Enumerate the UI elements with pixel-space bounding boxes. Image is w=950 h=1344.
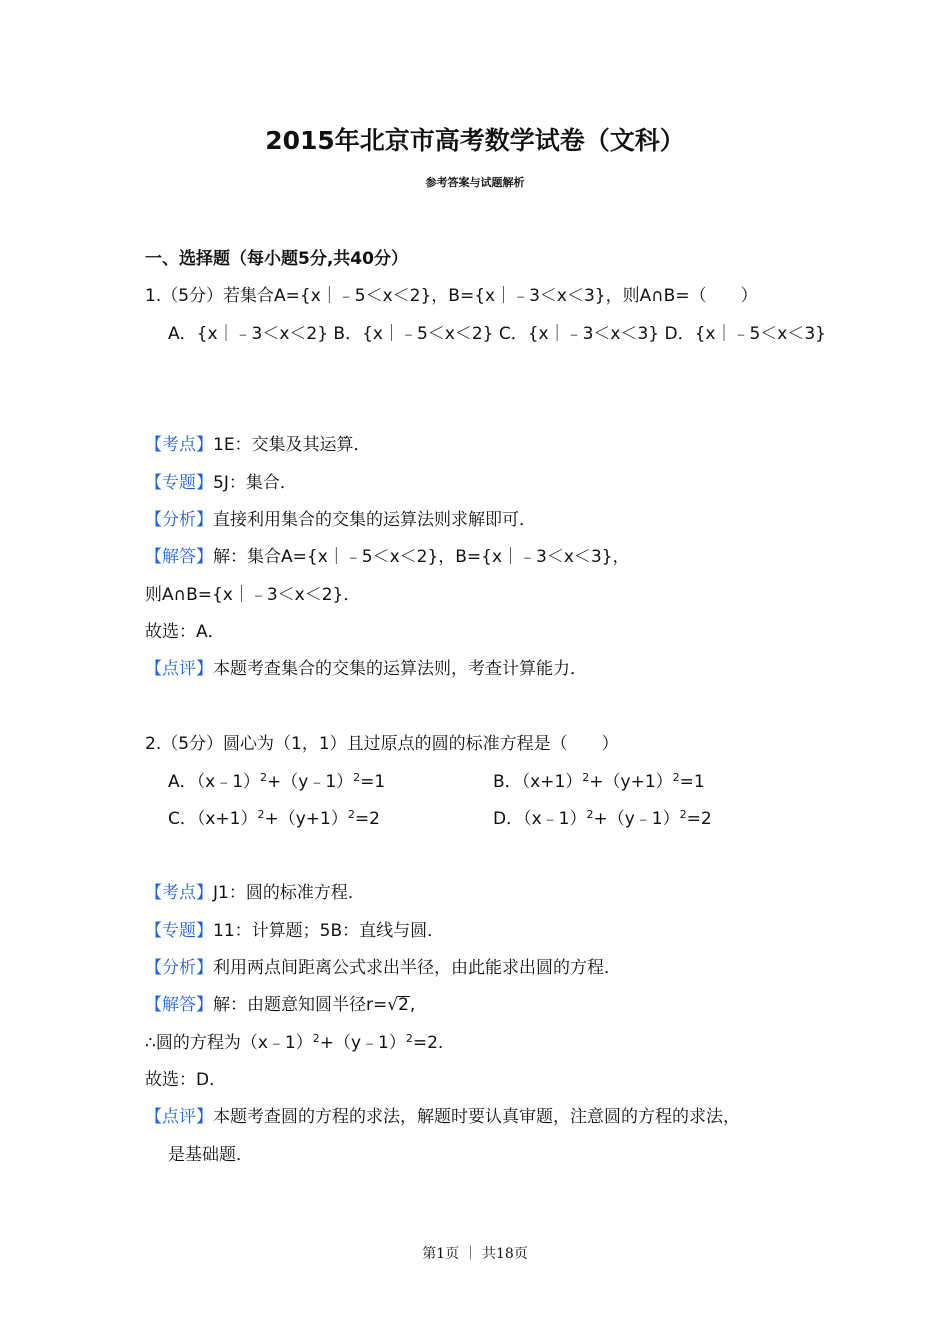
q1-topic	[145, 473, 297, 493]
q1-dp-tag: 【点评】	[145, 659, 213, 679]
q2-d-end: =2	[686, 809, 712, 829]
q2-dp-text: 本题考查圆的方程的求法，解题时要认真审题，注意圆的方程的求法，	[213, 1107, 740, 1127]
q2-option-b	[493, 772, 705, 794]
q2-zt-tag: 【专题】	[145, 921, 213, 941]
q2-c-mid: +（y+1）	[264, 809, 348, 829]
page-subtitle: 参考答案与试题解析	[425, 176, 525, 189]
q2-answer: 故选：D．	[145, 1070, 227, 1090]
q1-dp-text: 本题考查集合的交集的运算法则，考查计算能力．	[213, 659, 587, 679]
q2-fx-tag: 【分析】	[145, 958, 213, 978]
q2-jd-tag: 【解答】	[145, 995, 213, 1015]
q2-eq-exp2: 2	[405, 1032, 413, 1045]
q2-d-pre: D．（x﹣1）	[493, 809, 587, 829]
question-2-stem: 2.（5分）圆心为（1，1）且过原点的圆的标准方程是（ ）	[145, 734, 619, 754]
q1-kd-tag: 【考点】	[145, 435, 213, 455]
q1-analysis	[145, 510, 536, 530]
q2-jd-text: 解：由题意知圆半径r=	[213, 995, 388, 1015]
q2-kd-tag: 【考点】	[145, 883, 213, 903]
q1-solution	[145, 547, 630, 567]
q1-zt-text: 5J：集合．	[213, 473, 297, 493]
q2-jd-post: ,	[409, 995, 416, 1015]
q2-d-exp2: 2	[679, 808, 687, 821]
sqrt-symbol: √	[387, 995, 399, 1015]
q2-fx-text: 利用两点间距离公式求出半径，由此能求出圆的方程．	[213, 958, 621, 978]
q2-circle-equation	[145, 1033, 443, 1055]
page-footer: 第1页 ｜ 共18页	[422, 1246, 528, 1262]
q2-eq-end: =2.	[412, 1033, 444, 1053]
q2-comment	[145, 1107, 740, 1127]
q1-zt-tag: 【专题】	[145, 473, 213, 493]
q2-eq-exp1: 2	[312, 1032, 320, 1045]
q2-a-exp2: 2	[353, 771, 361, 784]
q1-fx-text: 直接利用集合的交集的运算法则求解即可．	[213, 510, 536, 530]
q1-fx-tag: 【分析】	[145, 510, 213, 530]
q2-b-end: =1	[679, 772, 705, 792]
q2-c-exp1: 2	[257, 808, 265, 821]
q1-comment	[145, 659, 587, 679]
q2-a-mid: +（y﹣1）	[267, 772, 354, 792]
q2-eq-mid: +（y﹣1）	[319, 1033, 406, 1053]
q2-topic	[145, 921, 444, 941]
q2-c-exp2: 2	[347, 808, 355, 821]
q2-c-end: =2	[354, 809, 380, 829]
q2-c-pre: C．（x+1）	[168, 809, 258, 829]
q2-a-pre: A．（x﹣1）	[168, 772, 261, 792]
q2-b-exp2: 2	[672, 771, 680, 784]
q1-jd-tag: 【解答】	[145, 547, 213, 567]
q2-d-mid: +（y﹣1）	[593, 809, 680, 829]
sqrt-radicand: 2	[398, 995, 409, 1015]
q1-answer: 故选：A．	[145, 622, 225, 642]
q2-dp-tag: 【点评】	[145, 1107, 213, 1127]
q1-kd-text: 1E：交集及其运算．	[213, 435, 371, 455]
q2-b-mid: +（y+1）	[589, 772, 673, 792]
q2-analysis	[145, 958, 621, 978]
q2-solution	[145, 995, 415, 1015]
q2-knowledge-point	[145, 883, 365, 903]
page-title: 2015年北京市高考数学试卷（文科）	[265, 126, 685, 155]
q2-b-pre: B．（x+1）	[493, 772, 583, 792]
q2-kd-text: J1：圆的标准方程．	[213, 883, 365, 903]
question-1-stem: 1.（5分）若集合A={x｜﹣5＜x＜2}，B={x｜﹣3＜x＜3}，则A∩B=（ ）	[145, 286, 758, 306]
q1-jd-text: 解：集合A={x｜﹣5＜x＜2}，B={x｜﹣3＜x＜3}，	[213, 547, 630, 567]
section-heading: 一、选择题（每小题5分,共40分）	[145, 249, 408, 269]
q2-option-d	[493, 809, 712, 831]
q2-option-c	[168, 809, 380, 831]
q2-a-end: =1	[360, 772, 386, 792]
q2-a-exp1: 2	[260, 771, 268, 784]
q2-zt-text: 11：计算题；5B：直线与圆．	[213, 921, 445, 941]
q2-d-exp1: 2	[586, 808, 594, 821]
q1-knowledge-point	[145, 435, 371, 455]
q2-eq-pre: ∴圆的方程为（x﹣1）	[145, 1033, 313, 1053]
q2-b-exp1: 2	[582, 771, 590, 784]
question-1-options: A．{x｜﹣3＜x＜2} B．{x｜﹣5＜x＜2} C．{x｜﹣3＜x＜3} D．{x｜﹣5＜x＜3}	[168, 324, 827, 344]
q2-comment-line-2: 是基础题．	[168, 1145, 253, 1165]
q1-solution-line-2: 则A∩B={x｜﹣3＜x＜2}．	[145, 585, 361, 605]
q2-option-a	[168, 772, 385, 794]
